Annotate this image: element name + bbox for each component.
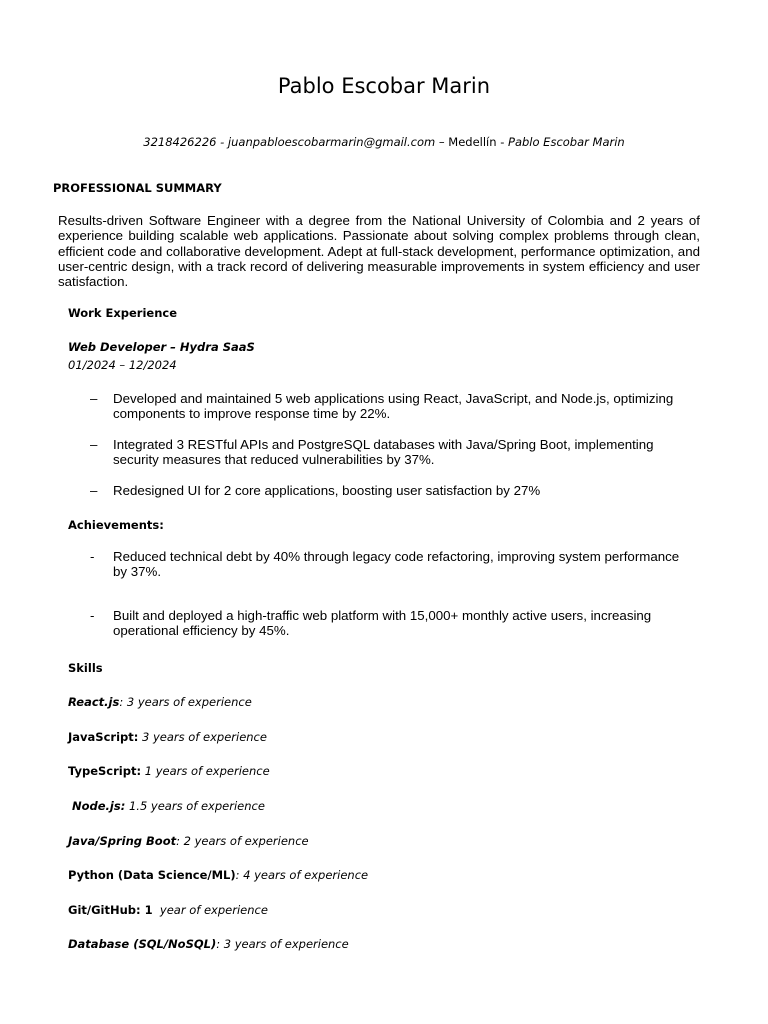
skill-item xyxy=(68,764,270,778)
skill-name: Database (SQL/NoSQL) xyxy=(68,937,217,951)
job-dates: 01/2024 – 12/2024 xyxy=(68,358,177,372)
skill-sep: : xyxy=(235,868,240,882)
skill-name: React.js xyxy=(68,695,120,709)
contact-line xyxy=(0,135,768,149)
skill-item xyxy=(68,730,267,744)
bullet-dash: - xyxy=(90,608,95,623)
skill-value: 1.5 years of experience xyxy=(125,799,265,813)
bullet-text: Reduced technical debt by 40% through legacy code refactoring, improving system performance by 37%. xyxy=(113,549,680,580)
bullet-text: Built and deployed a high-traffic web platform with 15,000+ monthly active users, increasing operational efficiency by 45%. xyxy=(113,608,652,639)
bullet-text: Redesigned UI for 2 core applications, boosting user satisfaction by 27% xyxy=(113,483,541,498)
contact-phone-email: 3218426226 - juanpabloescobarmarin@gmail.com xyxy=(143,135,436,149)
skill-name: Java/Spring Boot xyxy=(68,834,177,848)
bullet-dash: - xyxy=(90,549,95,564)
skill-value: year of experience xyxy=(152,903,268,917)
skill-item xyxy=(68,834,309,848)
skill-item xyxy=(68,799,265,813)
skill-value: 4 years of experience xyxy=(239,868,369,882)
skill-value: 2 years of experience xyxy=(180,834,309,848)
skill-name: JavaScript: xyxy=(68,730,139,744)
job-title: Web Developer – Hydra SaaS xyxy=(68,340,255,354)
bullet-text: Integrated 3 RESTful APIs and PostgreSQL databases with Java/Spring Boot, implementing security measures that reduced vulnerabilities by 37%. xyxy=(113,437,654,468)
skills-heading: Skills xyxy=(68,661,103,675)
skill-item xyxy=(68,903,268,917)
bullet-dash: – xyxy=(90,437,98,452)
bullet-dash: – xyxy=(90,391,98,406)
summary-text: Results-driven Software Engineer with a degree from the National University of Colombia and 2 years of experience building scalable web applications. Passionate about solving complex problems through clean, efficient code and collaborative development. Adept at full-stack development, performance optimization, and user-centric design, with a track record of delivering measurable improvements in system efficiency and user satisfaction. xyxy=(58,213,700,290)
work-heading: Work Experience xyxy=(68,306,178,320)
skill-name: Git/GitHub: 1 xyxy=(68,903,153,917)
bullet-dash: – xyxy=(90,483,98,498)
achievements-heading: Achievements: xyxy=(68,518,164,532)
skill-value: 3 years of experience xyxy=(220,937,349,951)
skill-sep: : xyxy=(119,695,124,709)
skill-value: 3 years of experience xyxy=(123,695,252,709)
contact-city: Medellín xyxy=(448,135,497,149)
achievement-bullet xyxy=(90,549,690,580)
skill-value: 3 years of experience xyxy=(138,730,267,744)
skill-name: TypeScript: xyxy=(68,764,142,778)
contact-separator: - xyxy=(496,135,509,149)
skill-value: 1 years of experience xyxy=(141,764,270,778)
work-bullet xyxy=(90,437,690,468)
summary-heading: PROFESSIONAL SUMMARY xyxy=(53,181,222,195)
work-bullet xyxy=(90,483,690,498)
work-bullet xyxy=(90,391,690,422)
contact-name: Pablo Escobar Marin xyxy=(508,135,625,149)
skill-item xyxy=(68,868,368,882)
skill-item xyxy=(68,937,349,951)
skill-item xyxy=(68,695,252,709)
skill-name: Node.js: xyxy=(68,799,126,813)
skill-name: Python (Data Science/ML) xyxy=(68,868,236,882)
bullet-text: Developed and maintained 5 web applications using React, JavaScript, and Node.js, optimizing components to improve response time by 22%. xyxy=(113,391,674,422)
resume-name: Pablo Escobar Marin xyxy=(277,74,491,98)
skill-sep: : xyxy=(216,937,221,951)
achievement-bullet xyxy=(90,608,690,639)
contact-dash: – xyxy=(435,135,449,149)
skill-sep: : xyxy=(176,834,180,848)
